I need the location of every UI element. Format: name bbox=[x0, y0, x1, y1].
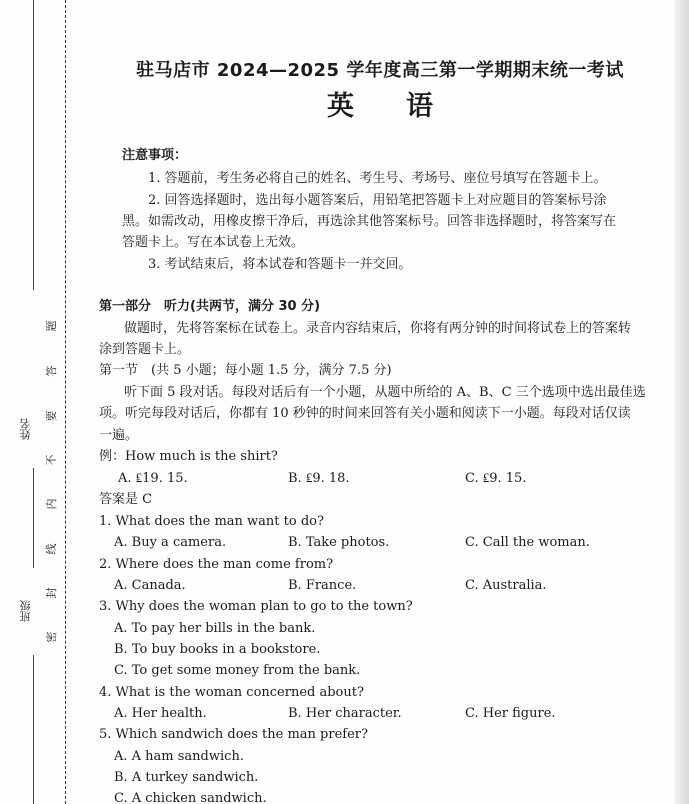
section1-instructions: 听下面 5 段对话。每段对话后有一个小题，从题中所给的 A、B、C 三个选项中选出最佳选 bbox=[124, 385, 646, 400]
seal-char: 内 bbox=[45, 498, 58, 510]
q2-option-b: B. France. bbox=[288, 578, 357, 593]
seal-char: 线 bbox=[45, 543, 58, 555]
margin-rule-top bbox=[33, 0, 34, 290]
notice-item: 2. 回答选择题时，选出每小题答案后，用铅笔把答题卡上对应题目的答案标号涂 bbox=[148, 193, 607, 208]
seal-char: 题 bbox=[45, 320, 58, 332]
section1-heading: 第一节 (共 5 小题；每小题 1.5 分，满分 7.5 分) bbox=[99, 363, 392, 378]
q1-option-c: C. Call the woman. bbox=[465, 535, 590, 550]
question-2: 2. Where does the man come from? bbox=[99, 557, 334, 572]
binding-dashed-line bbox=[65, 0, 66, 804]
example-option-a: A. ₤19. 15. bbox=[118, 471, 188, 486]
q3-option-a: A. To pay her bills in the bank. bbox=[114, 621, 316, 636]
question-3: 3. Why does the woman plan to go to the town? bbox=[99, 599, 413, 614]
q3-option-c: C. To get some money from the bank. bbox=[114, 663, 361, 678]
exam-subject: 英语 bbox=[327, 91, 485, 122]
notice-item: 3. 考试结束后，将本试卷和答题卡一并交回。 bbox=[148, 257, 412, 272]
seal-char: 密 bbox=[45, 631, 58, 643]
section1-instructions: 一遍。 bbox=[99, 428, 139, 443]
notice-item: 1. 答题前，考生务必将自己的姓名、考生号、考场号、座位号填写在答题卡上。 bbox=[148, 171, 607, 186]
part1-heading: 第一部分 听力(共两节，满分 30 分) bbox=[99, 299, 321, 314]
notice-heading: 注意事项： bbox=[122, 148, 188, 163]
name-label: 姓名 bbox=[19, 418, 32, 440]
margin-rule-middle bbox=[33, 468, 34, 568]
q2-option-c: C. Australia. bbox=[465, 578, 547, 593]
exam-title: 驻马店市 2024—2025 学年度高三第一学期期末统一考试 bbox=[136, 60, 624, 81]
example-option-c: C. ₤9. 15. bbox=[465, 471, 527, 486]
q5-option-b: B. A turkey sandwich. bbox=[114, 770, 259, 785]
q4-option-b: B. Her character. bbox=[288, 706, 402, 721]
notice-item: 答题卡上。写在本试卷上无效。 bbox=[122, 235, 305, 250]
q5-option-c: C. A chicken sandwich. bbox=[114, 791, 267, 804]
example-question: 例：How much is the shirt? bbox=[99, 449, 278, 464]
seal-char: 答 bbox=[45, 365, 58, 377]
seal-char: 要 bbox=[45, 410, 58, 422]
question-1: 1. What does the man want to do? bbox=[99, 514, 324, 529]
part1-intro: 做题时，先将答案标在试卷上。录音内容结束后，你将有两分钟的时间将试卷上的答案转 bbox=[124, 321, 632, 336]
notice-item: 黑。如需改动，用橡皮擦干净后，再选涂其他答案标号。回答非选择题时，将答案写在 bbox=[122, 214, 617, 229]
part1-intro: 涂到答题卡上。 bbox=[99, 342, 191, 357]
q1-option-b: B. Take photos. bbox=[288, 535, 390, 550]
q3-option-b: B. To buy books in a bookstore. bbox=[114, 642, 321, 657]
section1-instructions: 项。听完每段对话后，你都有 10 秒钟的时间来回答有关小题和阅读下一小题。每段对话仅读 bbox=[99, 406, 631, 421]
question-4: 4. What is the woman concerned about? bbox=[99, 685, 364, 700]
seal-char: 不 bbox=[45, 454, 58, 466]
example-option-b: B. ₤9. 18. bbox=[288, 471, 350, 486]
q1-option-a: A. Buy a camera. bbox=[114, 535, 227, 550]
q2-option-a: A. Canada. bbox=[114, 578, 186, 593]
question-5: 5. Which sandwich does the man prefer? bbox=[99, 727, 368, 742]
seal-char: 封 bbox=[45, 587, 58, 599]
example-answer: 答案是 C bbox=[99, 492, 153, 507]
class-label: 班级 bbox=[19, 600, 32, 622]
paper-edge bbox=[675, 0, 689, 804]
q5-option-a: A. A ham sandwich. bbox=[114, 749, 244, 764]
q4-option-a: A. Her health. bbox=[114, 706, 207, 721]
q4-option-c: C. Her figure. bbox=[465, 706, 556, 721]
margin-rule-bottom bbox=[33, 655, 34, 804]
